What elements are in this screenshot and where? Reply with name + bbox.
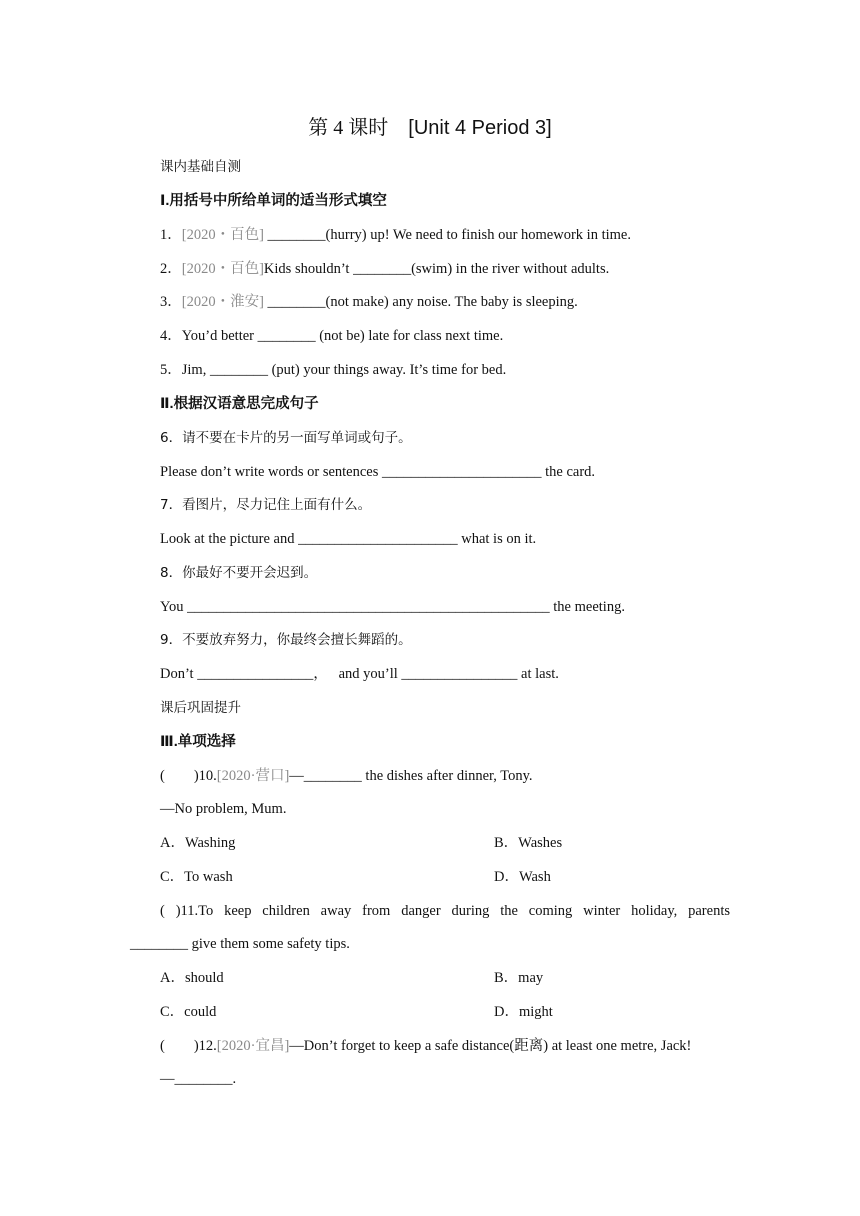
source-tag: [2020・淮安] [181,294,264,310]
option-d: D．Wash [494,869,551,885]
unit-label: [Unit 4 Period 3] [408,117,552,139]
question-text: You’d better ________ (not be) late for class next time. [181,328,504,344]
question-12 [160,1036,691,1056]
question-number: 3． [160,294,182,310]
option-b: B．Washes [494,835,563,851]
question-4 [160,326,503,346]
question-3 [160,292,578,312]
question-6-chinese: 6．请不要在卡片的另一面写单词或句子。 [160,430,412,446]
question-number: 1． [160,227,182,243]
source-tag: [2020・百色] [181,261,264,277]
question-text: ________(hurry) up! We need to finish our homework in time. [263,227,631,243]
question-11-line-2: ________ give them some safety tips. [130,936,350,952]
question-10-reply: —No problem, Mum. [160,801,287,817]
question-9-english: Don’t ________________， and you’ll ________________ at last. [160,666,559,682]
section-in-class: 课内基础自测 [160,159,241,175]
option-c: C．could [160,1004,217,1020]
option-a: A．should [160,970,224,986]
part3-heading: Ⅲ.单项选择 [160,734,236,750]
section-after-class: 课后巩固提升 [160,700,241,716]
question-11-line-1: ( )11.To keep children away from danger during the coming winter holiday, parents [160,903,730,919]
question-8-chinese: 8．你最好不要开会迟到。 [160,565,318,581]
question-10 [160,766,533,786]
question-1 [160,225,631,245]
part2-heading: Ⅱ.根据汉语意思完成句子 [160,396,319,412]
lesson-label: 第 4 课时 [308,117,389,139]
question-text: —Don’t forget to keep a safe distance(距离) at least one metre, Jack! [289,1038,692,1054]
question-9-chinese: 9．不要放弃努力，你最终会擅长舞蹈的。 [160,632,412,648]
question-number: 4． [160,328,182,344]
question-6-english: Please don’t write words or sentences ______________________ the card. [160,464,596,480]
question-text: —________ the dishes after dinner, Tony. [289,768,533,784]
question-2 [160,259,609,279]
part1-heading: Ⅰ.用括号中所给单词的适当形式填空 [160,193,387,209]
option-d: D．might [494,1004,553,1020]
option-a: A．Washing [160,835,236,851]
question-prefix: ( )12. [160,1038,217,1054]
question-12-reply: —________. [160,1071,237,1087]
question-text: Jim, ________ (put) your things away. It’s time for bed. [181,362,507,378]
question-text: Kids shouldn’t ________(swim) in the river without adults. [263,261,610,277]
option-b: B．may [494,970,544,986]
question-5 [160,360,506,380]
question-number: 2． [160,261,182,277]
question-7-english: Look at the picture and ______________________ what is on it. [160,531,537,547]
question-text: ________(not make) any noise. The baby is sleeping. [263,294,578,310]
question-number: 5． [160,362,182,378]
question-8-english: You __________________________________________________ the meeting. [160,599,625,615]
page-title [0,114,860,142]
question-prefix: ( )10. [160,768,217,784]
option-c: C．To wash [160,869,233,885]
question-7-chinese: 7．看图片，尽力记住上面有什么。 [160,497,372,513]
source-tag: [2020·宜昌] [216,1038,290,1054]
source-tag: [2020・百色] [181,227,264,243]
source-tag: [2020·营口] [216,768,290,784]
